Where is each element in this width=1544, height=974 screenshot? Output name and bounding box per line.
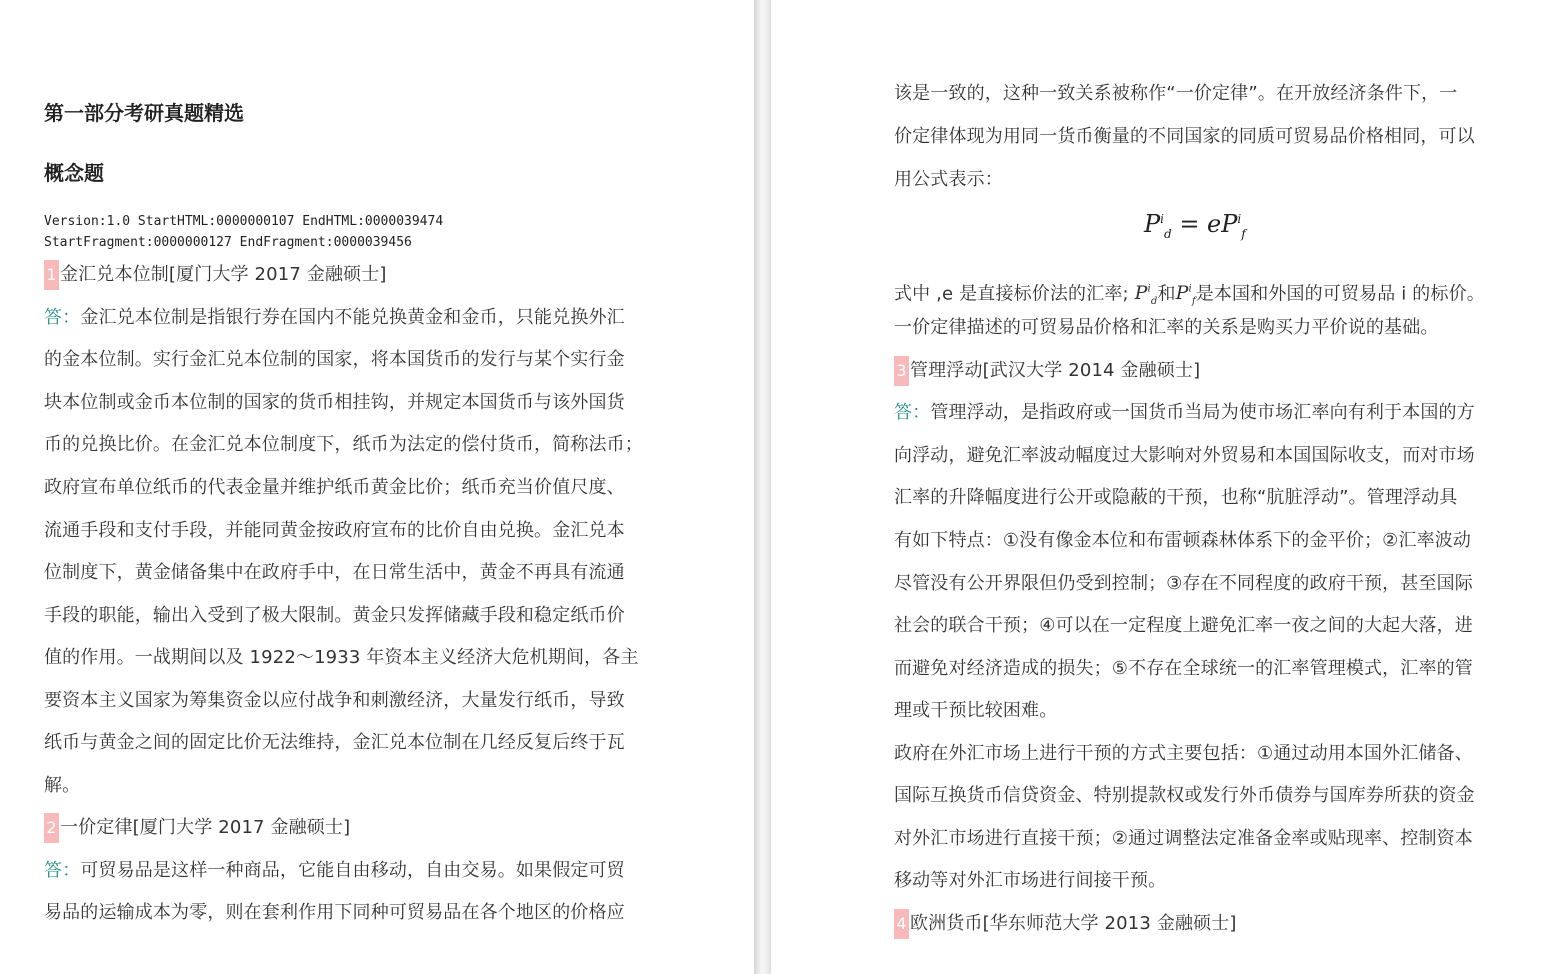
answer-label: 答： bbox=[44, 307, 81, 328]
answer-label: 答： bbox=[44, 860, 81, 881]
answer-line: 值的作用。一战期间以及 1922～1933 年资本主义经济大危机期间，各主 bbox=[44, 647, 639, 668]
answer-line: 政府宣布单位纸币的代表金量并维护纸币黄金比价；纸币充当价值尺度、 bbox=[44, 477, 625, 498]
answer-text: 管理浮动，是指政府或一国货币当局为使市场汇率向有利于本国的方 bbox=[930, 402, 1475, 423]
question-number-badge: 2 bbox=[44, 813, 59, 843]
answer-label: 答： bbox=[894, 402, 931, 423]
answer-line bbox=[44, 856, 625, 899]
question-title-text: 管理浮动[武汉大学 2014 金融硕士] bbox=[910, 360, 1201, 381]
clipboard-header-line: StartFragment:0000000127 EndFragment:0000039456 bbox=[44, 235, 412, 250]
answer-line: 政府在外汇市场上进行干预的方式主要包括：①通过动用本国外汇储备、 bbox=[894, 743, 1473, 764]
symbol-sup: i bbox=[1147, 284, 1151, 295]
formula-rhs-sub: f bbox=[1241, 226, 1246, 241]
answer-line: 纸币与黄金之间的固定比价无法维持，金汇兑本位制在几经反复后终于瓦 bbox=[44, 732, 625, 753]
formula-lhs-sub: d bbox=[1164, 226, 1172, 241]
answer-line: 向浮动，避免汇率波动幅度过大影响对外贸易和本国国际收支，而对市场 bbox=[894, 445, 1475, 466]
formula-explanation-text: 是本国和外国的可贸易品 i 的标价。 bbox=[1195, 283, 1485, 305]
answer-line: 易品的运输成本为零，则在套利作用下同种可贸易品在各个地区的价格应 bbox=[44, 902, 625, 923]
answer-line: 要资本主义国家为筹集资金以应付战争和刺激经济，大量发行纸币，导致 bbox=[44, 690, 625, 711]
question-title bbox=[44, 813, 350, 856]
symbol-sup: i bbox=[1188, 284, 1192, 295]
answer-line: 社会的联合干预；④可以在一定程度上避免汇率一夜之间的大起大落，进 bbox=[894, 615, 1473, 636]
answer-line: 该是一致的，这种一致关系被称作“一价定律”。在开放经济条件下，一 bbox=[894, 83, 1458, 104]
part-heading: 第一部分考研真题精选 bbox=[44, 101, 244, 125]
answer-line: 尽管没有公开界限但仍受到控制；③存在不同程度的政府干预，甚至国际 bbox=[894, 573, 1473, 594]
answer-line: 币的兑换比价。在金汇兑本位制度下，纸币为法定的偿付货币，简称法币； bbox=[44, 434, 643, 455]
formula-rhs: = eP bbox=[1171, 210, 1238, 238]
answer-line: 块本位制或金币本位制的国家的货币相挂钩，并规定本国货币与该外国货 bbox=[44, 392, 625, 413]
question-number-badge: 4 bbox=[894, 909, 909, 939]
answer-line bbox=[894, 398, 1475, 441]
answer-text: 可贸易品是这样一种商品，它能自由移动，自由交易。如果假定可贸 bbox=[80, 860, 625, 881]
answer-line: 的金本位制。实行金汇兑本位制的国家，将本国货币的发行与某个实行金 bbox=[44, 349, 625, 370]
answer-line: 理或干预比较困难。 bbox=[894, 700, 1058, 721]
symbol-sub: f bbox=[1191, 296, 1196, 308]
formula-explanation-text: 和 bbox=[1157, 283, 1176, 305]
left-page bbox=[0, 0, 754, 974]
question-title bbox=[44, 260, 387, 303]
question-title-text: 一价定律[厦门大学 2017 金融硕士] bbox=[60, 817, 351, 838]
formula-explanation-text: 式中 ,e 是直接标价法的汇率; bbox=[894, 283, 1135, 305]
answer-line: 一价定律描述的可贸易品价格和汇率的关系是购买力平价说的基础。 bbox=[894, 317, 1439, 338]
section-heading: 概念题 bbox=[44, 161, 104, 185]
answer-line: 手段的职能，输出入受到了极大限制。黄金只发挥储藏手段和稳定纸币价 bbox=[44, 605, 625, 626]
answer-text: 金汇兑本位制是指银行券在国内不能兑换黄金和金币，只能兑换外汇 bbox=[80, 307, 625, 328]
answer-line: 移动等对外汇市场进行间接干预。 bbox=[894, 870, 1167, 891]
symbol-p-f bbox=[1175, 282, 1196, 308]
answer-line bbox=[44, 303, 625, 346]
answer-line: 国际互换货币信贷资金、特别提款权或发行外币债券与国库券所获的资金 bbox=[894, 785, 1475, 806]
answer-line: 用公式表示： bbox=[894, 169, 1003, 190]
question-title-text: 金汇兑本位制[厦门大学 2017 金融硕士] bbox=[60, 264, 387, 285]
answer-line: 汇率的升降幅度进行公开或隐蔽的干预，也称“肮脏浮动”。管理浮动具 bbox=[894, 487, 1458, 508]
question-number-badge: 3 bbox=[894, 356, 909, 386]
answer-line: 解。 bbox=[44, 775, 81, 796]
answer-line: 对外汇市场进行直接干预；②通过调整法定准备金率或贴现率、控制资本 bbox=[894, 828, 1473, 849]
clipboard-header bbox=[44, 211, 443, 253]
symbol-sub: d bbox=[1150, 296, 1158, 308]
formula-lhs: P bbox=[1144, 210, 1161, 238]
question-title-text: 欧洲货币[华东师范大学 2013 金融硕士] bbox=[910, 913, 1237, 934]
answer-line: 有如下特点：①没有像金本位和布雷顿森林体系下的金平价；②汇率波动 bbox=[894, 530, 1472, 551]
answer-line: 位制度下，黄金储备集中在政府手中，在日常生活中，黄金不再具有流通 bbox=[44, 562, 625, 583]
question-number-badge: 1 bbox=[44, 260, 59, 290]
question-title bbox=[894, 909, 1237, 952]
page-gutter bbox=[754, 0, 771, 974]
formula-explanation bbox=[894, 275, 1485, 318]
answer-line: 而避免对经济造成的损失；⑤不存在全球统一的汇率管理模式，汇率的管 bbox=[894, 658, 1473, 679]
symbol-letter: P bbox=[1134, 282, 1148, 305]
symbol-letter: P bbox=[1175, 282, 1189, 305]
symbol-p-d bbox=[1134, 282, 1158, 308]
answer-line: 流通手段和支付手段，并能同黄金按政府宣布的比价自由兑换。金汇兑本 bbox=[44, 520, 625, 541]
answer-line: 价定律体现为用同一货币衡量的不同国家的同质可贸易品价格相同，可以 bbox=[894, 126, 1475, 147]
law-of-one-price-formula bbox=[1144, 210, 1246, 241]
clipboard-header-line: Version:1.0 StartHTML:0000000107 EndHTML:0000039474 bbox=[44, 214, 444, 229]
right-page bbox=[771, 0, 1544, 974]
question-title bbox=[894, 356, 1200, 399]
formula-lhs-sup: i bbox=[1160, 212, 1164, 226]
formula-rhs-sup: i bbox=[1237, 212, 1242, 226]
